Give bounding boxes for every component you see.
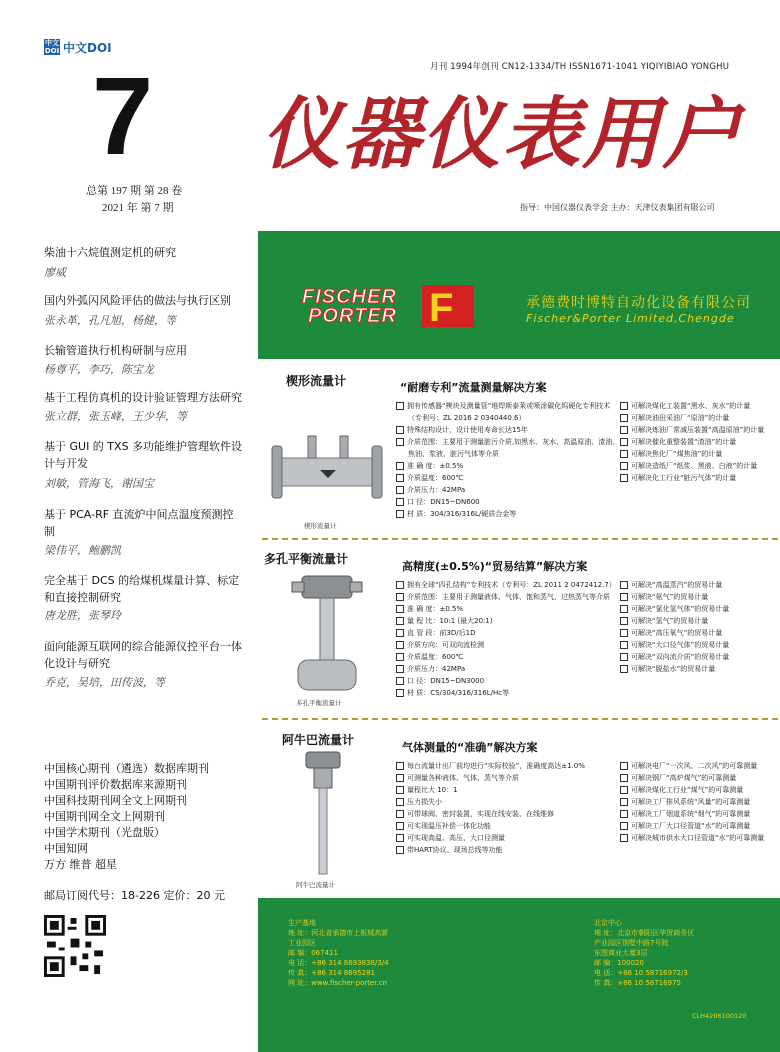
checkbox-bullet-icon — [620, 426, 628, 434]
feature-item: 可解决工厂排风系统“风量”的可靠测量 — [620, 796, 764, 808]
checkbox-bullet-icon — [620, 641, 628, 649]
section-title: 阿牛巴流量计 — [282, 733, 355, 747]
checkbox-bullet-icon — [396, 834, 404, 842]
qr-code-icon[interactable] — [44, 915, 106, 977]
feature-item: 带HART协议、现场总线等功能 — [396, 844, 585, 856]
checkbox-bullet-icon — [396, 581, 404, 589]
toc-title[interactable]: 完全基于 DCS 的给煤机煤量计算、标定和直接控制研究 — [44, 574, 240, 604]
feature-item: 介质范围：主要用于测量脏污介质,如黑水、灰水、高温原油、渣油、 — [396, 436, 619, 448]
feature-item: 可解决炼油厂常减压装置“高温原油”的计量 — [620, 424, 764, 436]
section-divider — [262, 718, 778, 720]
feature-item: 量 程 比：10:1 (最大20:1) — [396, 615, 616, 627]
toc-authors: 乔克，吴培，田传波，等 — [44, 676, 165, 689]
feature-item: 介质范围：主要用于测量液体、气体、饱和蒸气、过热蒸气等介质 — [396, 591, 616, 603]
checkbox-bullet-icon — [620, 581, 628, 589]
feature-item: 可解决煤化工装置“黑水、灰水”的计量 — [620, 400, 764, 412]
section-title: 楔形流量计 — [286, 374, 347, 388]
checkbox-bullet-icon — [396, 810, 404, 818]
feature-item: 特殊结构设计，设计使用寿命长达15年 — [396, 424, 619, 436]
company-name-cn: 承德费时博特自动化设备有限公司 — [526, 295, 751, 311]
feature-item: 可解决油田采油厂“原油”的计量 — [620, 412, 764, 424]
checkbox-bullet-icon — [620, 810, 628, 818]
checkbox-bullet-icon — [396, 438, 404, 446]
checkbox-bullet-icon — [620, 617, 628, 625]
contact-line: 产业园区别墅中路7号院 — [594, 939, 669, 947]
brand-letter: F — [429, 286, 454, 329]
doi-logo-text: 中文DOI — [63, 40, 112, 55]
feature-item: 可解决工厂烟道系统“烟气”的可靠测量 — [620, 808, 764, 820]
feature-list-left — [396, 400, 619, 520]
checkbox-bullet-icon — [620, 798, 628, 806]
section-divider — [262, 538, 778, 540]
feature-item: 可实现高温、高压、大口径测量 — [396, 832, 585, 844]
contact-line: 传 真：+86 10 58716975 — [594, 979, 681, 987]
feature-item: 准 确 度：±0.5% — [396, 460, 619, 472]
feature-item: 介质压力：42MPa — [396, 663, 616, 675]
toc-authors: 梁伟平，鲍鹏凯 — [44, 544, 121, 557]
image-caption: 多孔平衡流量计 — [296, 699, 342, 707]
feature-item: 可解决工厂大口径管道“水”的可靠测量 — [620, 820, 764, 832]
feature-item: 准 确 度：±0.5% — [396, 603, 616, 615]
database-item: 中国核心期刊（遴选）数据库期刊 — [44, 762, 209, 775]
toc-title[interactable]: 基于 PCA-RF 直流炉中间点温度预测控制 — [44, 508, 234, 538]
contact-right-block — [594, 918, 694, 988]
feature-item: 介质温度：600℃ — [396, 651, 616, 663]
feature-item: 材 质：CS/304/316/316L/Hc等 — [396, 687, 616, 699]
issue-volume-line: 总第 197 期 第 28 卷 — [86, 185, 183, 197]
feature-item: 可解决“大口径气体”的贸易计量 — [620, 639, 729, 651]
section-headline: “耐磨专利”流量测量解决方案 — [400, 381, 547, 394]
doi-logo — [44, 38, 114, 56]
contact-line: 邮 编：067411 — [288, 949, 338, 957]
database-item: 中国期刊评价数据库来源期刊 — [44, 778, 187, 791]
checkbox-bullet-icon — [396, 786, 404, 794]
checkbox-bullet-icon — [620, 774, 628, 782]
multi-hole-flowmeter-image — [282, 572, 372, 694]
checkbox-bullet-icon — [396, 510, 404, 518]
feature-item: 口 径：DN15~DN3000 — [396, 675, 616, 687]
section-headline: 气体测量的“准确”解决方案 — [402, 741, 538, 754]
feature-item: 可解决城市供水大口径管道“水”的可靠测量 — [620, 832, 764, 844]
image-caption: 阿牛巴流量计 — [296, 881, 335, 889]
checkbox-bullet-icon — [620, 629, 628, 637]
checkbox-bullet-icon — [396, 617, 404, 625]
feature-item: 拥有传感器“楔块及测量管”堆焊斯泰莱或喷涂碳化钨硬化专利技术 — [396, 400, 619, 412]
checkbox-bullet-icon — [620, 414, 628, 422]
checkbox-bullet-icon — [396, 774, 404, 782]
checkbox-bullet-icon — [620, 438, 628, 446]
toc-title[interactable]: 基于 GUI 的 TXS 多功能维护管理软件设计与开发 — [44, 440, 243, 470]
journal-title: 仪器仪表用户 — [262, 89, 743, 180]
checkbox-bullet-icon — [620, 665, 628, 673]
checkbox-bullet-icon — [396, 665, 404, 673]
toc-authors: 唐龙胜，张琴玲 — [44, 609, 121, 622]
feature-item: 可解决钢厂“高炉煤气”的可靠测量 — [620, 772, 764, 784]
checkbox-bullet-icon — [396, 653, 404, 661]
checkbox-bullet-icon — [396, 798, 404, 806]
checkbox-bullet-icon — [396, 474, 404, 482]
feature-list-left — [396, 760, 585, 856]
feature-item: 可解决“氢气”的贸易计量 — [620, 615, 729, 627]
checkbox-bullet-icon — [396, 486, 404, 494]
toc-authors: 杨尊平，李巧，陈宝龙 — [44, 363, 154, 376]
feature-item: 可测量各种液体、气体、蒸气等介质 — [396, 772, 585, 784]
brand-word-porter: PORTER — [308, 305, 397, 327]
checkbox-bullet-icon — [396, 846, 404, 854]
contact-line: 地 址：北京市朝阳区华贸商务区 — [594, 929, 695, 937]
database-item: 中国学术期刊（光盘版） — [44, 826, 165, 839]
toc-authors: 张立群，张玉峰，王少华，等 — [44, 410, 187, 423]
checkbox-bullet-icon — [396, 629, 404, 637]
feature-item: （专利号：ZL 2016 2 0340440.6） — [408, 414, 526, 422]
feature-item: 可解决电厂“一次风、二次风”的可靠测量 — [620, 760, 764, 772]
toc-authors: 张永革，孔凡旭，杨健，等 — [44, 314, 176, 327]
issue-number: 7 — [92, 55, 154, 178]
contact-line: 北京中心 — [594, 919, 622, 927]
database-item: 中国知网 — [44, 842, 88, 855]
feature-item: 可实现温压补偿一体化功能 — [396, 820, 585, 832]
checkbox-bullet-icon — [396, 498, 404, 506]
feature-item: 材 质：304/316/316L/硬质合金等 — [396, 508, 619, 520]
feature-item: 压力损失小 — [396, 796, 585, 808]
toc-title[interactable]: 柴油十六烷值测定机的研究 — [44, 246, 176, 259]
feature-item: 介质温度：600℃ — [396, 472, 619, 484]
feature-item: 可解决“脱盐水”的贸易计量 — [620, 663, 729, 675]
contact-line: 工业园区 — [288, 939, 316, 947]
wedge-flowmeter-image — [268, 430, 386, 510]
checkbox-bullet-icon — [396, 593, 404, 601]
sponsor-line: 指导：中国仪器仪表学会 主办：天津仪表集团有限公司 — [520, 203, 715, 212]
database-item: 万方 维普 超星 — [44, 858, 117, 871]
checkbox-bullet-icon — [620, 450, 628, 458]
postal-code-price: 邮局订阅代号：18-226 定价：20 元 — [44, 889, 225, 902]
checkbox-bullet-icon — [620, 593, 628, 601]
contact-line: 生产基地 — [288, 919, 316, 927]
brand-word-fischer: FISCHER — [302, 286, 397, 308]
database-item: 中国科技期刊网全文上网期刊 — [44, 794, 187, 807]
feature-item: 可带球阀、密封装置，实现在线安装、在线维修 — [396, 808, 585, 820]
toc-title[interactable]: 面向能源互联网的综合能源仪控平台一体化设计与研究 — [44, 640, 242, 670]
checkbox-bullet-icon — [396, 605, 404, 613]
toc-authors: 刘敏，管海飞，谢国宝 — [44, 477, 154, 490]
feature-list-left — [396, 579, 616, 699]
checkbox-bullet-icon — [396, 462, 404, 470]
feature-item: 可解决“氯化氢气体”的贸易计量 — [620, 603, 729, 615]
image-caption: 楔形流量计 — [304, 522, 337, 530]
checkbox-bullet-icon — [620, 462, 628, 470]
feature-item: 介质压力：42MPa — [396, 484, 619, 496]
checkbox-bullet-icon — [396, 822, 404, 830]
feature-item: 介质方向：可双向流检测 — [396, 639, 616, 651]
toc-title[interactable]: 国内外弧闪风险评估的做法与执行区别 — [44, 294, 231, 307]
feature-item: 可解决催化重整装置“渣油”的计量 — [620, 436, 764, 448]
doi-mark-icon: 中文 DOI — [44, 39, 60, 55]
feature-item: 口 径：DN15~DN600 — [396, 496, 619, 508]
section-title: 多孔平衡流量计 — [264, 552, 349, 566]
feature-item: 量程比大 10：1 — [396, 784, 585, 796]
contact-left-block — [288, 918, 389, 988]
feature-list-right — [620, 579, 729, 675]
toc-title[interactable]: 长输管道执行机构研制与应用 — [44, 344, 187, 357]
feature-item: 拥有全球“四孔结构”专利技术（专利号：ZL 2011 2 0472412.7） — [396, 579, 616, 591]
contact-line: 邮 编：100020 — [594, 959, 644, 967]
checkbox-bullet-icon — [620, 653, 628, 661]
checkbox-bullet-icon — [396, 402, 404, 410]
checkbox-bullet-icon — [620, 822, 628, 830]
database-item: 中国期刊网全文上网期刊 — [44, 810, 165, 823]
toc-title[interactable]: 基于工程仿真机的设计验证管理方法研究 — [44, 391, 242, 404]
contact-line: 东图商业大厦3层 — [594, 949, 648, 957]
checkbox-bullet-icon — [620, 786, 628, 794]
feature-item: 每台流量计出厂前均进行“实际校验”，准确度高达±1.0% — [396, 760, 585, 772]
checkbox-bullet-icon — [396, 641, 404, 649]
checkbox-bullet-icon — [620, 834, 628, 842]
feature-item: 可解决焦化厂“煤焦油”的计量 — [620, 448, 764, 460]
feature-list-right — [620, 760, 764, 844]
issue-year-line: 2021 年 第 7 期 — [102, 202, 174, 214]
annubar-flowmeter-image — [298, 750, 348, 878]
company-name-en: Fischer&Porter Limited,Chengde — [526, 312, 735, 325]
checkbox-bullet-icon — [620, 605, 628, 613]
checkbox-bullet-icon — [396, 689, 404, 697]
contact-line: 地 址：河北省承德市上板城高新 — [288, 929, 389, 937]
feature-item: 可解决化工行业“脏污气体”的计量 — [620, 472, 764, 484]
checkbox-bullet-icon — [620, 402, 628, 410]
feature-item: 可解决“高压氧气”的贸易计量 — [620, 627, 729, 639]
contact-line: 传 真：+86 314 8695281 — [288, 969, 375, 977]
checkbox-bullet-icon — [396, 677, 404, 685]
feature-item: 可解决“双向流介质”的贸易计量 — [620, 651, 729, 663]
feature-item: 焦油、浆液、脏污气体等介质 — [408, 450, 499, 458]
toc-authors: 廖威 — [44, 266, 66, 279]
feature-item: 可解决造纸厂“纸浆、黑液、白液”的计量 — [620, 460, 764, 472]
contact-website[interactable]: 网 址：www.fischer-porter.cn — [288, 979, 387, 987]
feature-item: 可解决“高温蒸汽”的贸易计量 — [620, 579, 729, 591]
checkbox-bullet-icon — [396, 762, 404, 770]
section-headline: 高精度(±0.5%)“贸易结算”解决方案 — [402, 560, 588, 573]
contact-line: 电 话：+86 10 58716972/3 — [594, 969, 688, 977]
feature-item: 可解决煤化工行业“煤气”的可靠测量 — [620, 784, 764, 796]
checkbox-bullet-icon — [620, 474, 628, 482]
ad-code: CLH4206100120 — [692, 1012, 747, 1020]
checkbox-bullet-icon — [396, 426, 404, 434]
feature-list-right — [620, 400, 764, 484]
feature-item: 可解决“氨气”的贸易计量 — [620, 591, 729, 603]
feature-item: 直 管 段：前3D/后1D — [396, 627, 616, 639]
checkbox-bullet-icon — [620, 762, 628, 770]
contact-line: 电 话：+86 314 8693838/3/4 — [288, 959, 389, 967]
publication-info: 月刊 1994年创刊 CN12-1334/TH ISSN1671-1041 YIQIYIBIAO YONGHU — [430, 62, 730, 72]
